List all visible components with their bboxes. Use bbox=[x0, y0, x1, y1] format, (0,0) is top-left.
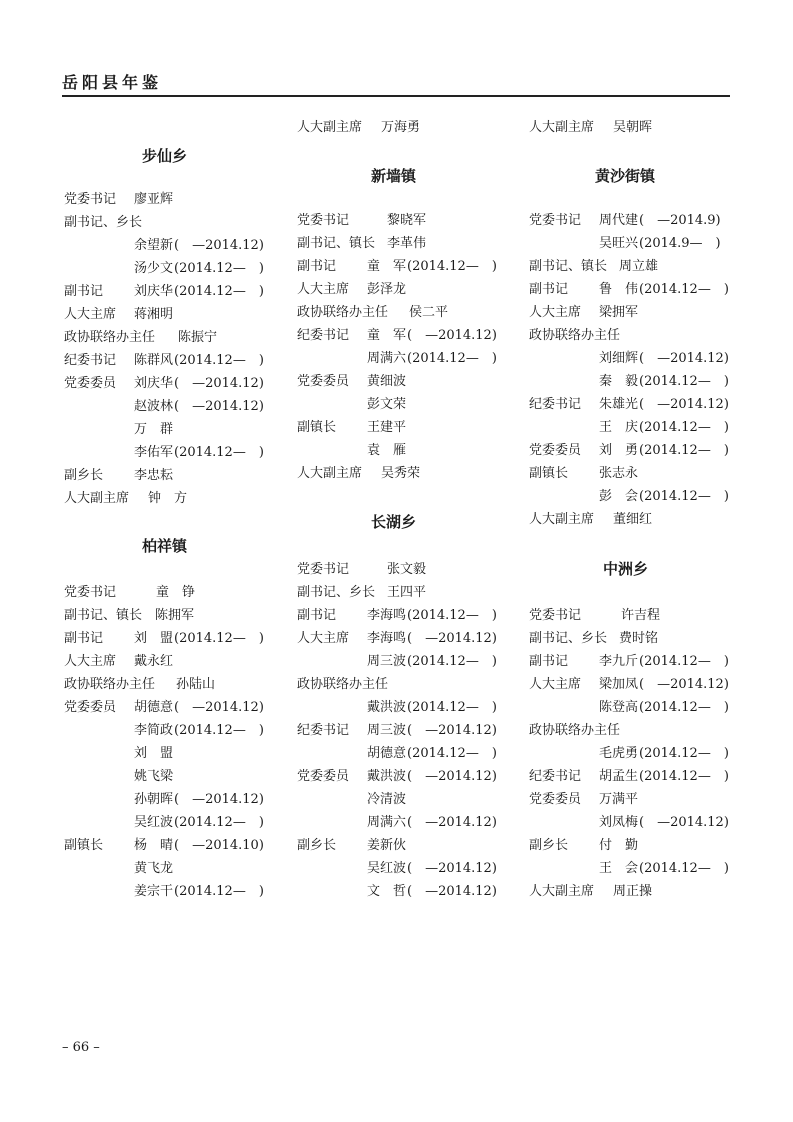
tenure-dates: (2014.12— ) bbox=[174, 723, 264, 738]
official-role: 副书记、乡长 bbox=[64, 215, 143, 230]
official-name: 梁拥军 bbox=[599, 305, 639, 320]
official-name: 李海鸣 bbox=[367, 608, 407, 623]
official-name: 姜宗干 bbox=[134, 884, 174, 899]
official-name: 袁 雁 bbox=[367, 443, 407, 458]
official-role: 人大副主席 bbox=[529, 512, 595, 527]
tenure-dates: (2014.12— ) bbox=[174, 815, 264, 830]
official-role: 副镇长 bbox=[529, 466, 569, 481]
tenure-dates: ( —2014.12) bbox=[407, 861, 497, 876]
official-role: 副书记 bbox=[64, 284, 104, 299]
tenure-dates: (2014.12— ) bbox=[407, 746, 497, 761]
page-number: – 66 – bbox=[62, 1040, 100, 1055]
official-role: 党委委员 bbox=[529, 443, 582, 458]
official-role: 副乡长 bbox=[297, 838, 337, 853]
official-name: 吴旺兴 bbox=[599, 236, 639, 251]
tenure-dates: (2014.12— ) bbox=[174, 631, 264, 646]
official-role: 人大副主席 bbox=[64, 491, 130, 506]
official-name: 李佑军 bbox=[134, 445, 174, 460]
official-role: 副书记、镇长 bbox=[64, 608, 143, 623]
tenure-dates: (2014.12— ) bbox=[407, 654, 497, 669]
township-title: 新墙镇 bbox=[371, 167, 417, 185]
tenure-dates: (2014.12— ) bbox=[174, 884, 264, 899]
official-name: 刘凤梅 bbox=[599, 815, 639, 830]
official-name: 吴朝晖 bbox=[613, 120, 653, 135]
township-title: 步仙乡 bbox=[142, 147, 188, 165]
tenure-dates: (2014.12— ) bbox=[639, 769, 729, 784]
official-name: 费时铭 bbox=[619, 631, 659, 646]
tenure-dates: ( —2014.12) bbox=[407, 723, 497, 738]
tenure-dates: ( —2014.12) bbox=[639, 397, 729, 412]
tenure-dates: (2014.9— ) bbox=[639, 236, 721, 251]
official-name: 董细红 bbox=[613, 512, 653, 527]
official-role: 党委书记 bbox=[529, 608, 582, 623]
tenure-dates: (2014.12— ) bbox=[407, 608, 497, 623]
official-name: 秦 毅 bbox=[599, 374, 639, 389]
yearbook-header-title: 岳阳县年鉴 bbox=[62, 73, 163, 92]
official-name: 童 军 bbox=[367, 259, 407, 274]
official-name: 黎晓军 bbox=[387, 213, 427, 228]
tenure-dates: ( —2014.12) bbox=[407, 631, 497, 646]
official-name: 黄飞龙 bbox=[134, 861, 174, 876]
official-name: 童 铮 bbox=[156, 585, 196, 600]
official-role: 政协联络办主任 bbox=[64, 677, 156, 692]
official-role: 纪委书记 bbox=[529, 769, 582, 784]
official-name: 陈振宁 bbox=[178, 330, 218, 345]
tenure-dates: ( —2014.12) bbox=[639, 677, 729, 692]
official-name: 黄细波 bbox=[367, 374, 407, 389]
tenure-dates: ( —2014.12) bbox=[174, 700, 264, 715]
official-name: 余望新 bbox=[134, 238, 174, 253]
tenure-dates: ( —2014.9) bbox=[639, 213, 721, 228]
official-name: 李革伟 bbox=[387, 236, 427, 251]
tenure-dates: (2014.12— ) bbox=[639, 746, 729, 761]
official-name: 陈群风 bbox=[134, 353, 174, 368]
tenure-dates: ( —2014.12) bbox=[407, 328, 497, 343]
township-title: 中洲乡 bbox=[603, 560, 649, 578]
official-name: 刘 盟 bbox=[134, 631, 174, 646]
official-name: 钟 方 bbox=[148, 491, 188, 506]
tenure-dates: ( —2014.12) bbox=[174, 399, 264, 414]
official-name: 胡德意 bbox=[367, 746, 407, 761]
official-role: 副镇长 bbox=[297, 420, 337, 435]
official-role: 党委委员 bbox=[64, 376, 117, 391]
official-name: 周立雄 bbox=[619, 259, 659, 274]
official-name: 付 勤 bbox=[599, 838, 639, 853]
official-name: 彭泽龙 bbox=[367, 282, 407, 297]
official-name: 鲁 伟 bbox=[599, 282, 639, 297]
official-name: 张志永 bbox=[599, 466, 639, 481]
official-name: 廖亚辉 bbox=[134, 192, 174, 207]
official-role: 副书记、镇长 bbox=[297, 236, 376, 251]
official-role: 副书记、乡长 bbox=[529, 631, 608, 646]
official-name: 杨 晴 bbox=[134, 838, 174, 853]
tenure-dates: ( —2014.12) bbox=[639, 351, 729, 366]
official-role: 党委书记 bbox=[64, 192, 117, 207]
official-role: 副书记 bbox=[529, 654, 569, 669]
official-name: 万海勇 bbox=[381, 120, 421, 135]
official-name: 彭 会 bbox=[599, 489, 639, 504]
official-name: 万 群 bbox=[134, 422, 174, 437]
official-name: 孙陆山 bbox=[176, 677, 216, 692]
official-role: 人大主席 bbox=[529, 305, 582, 320]
official-name: 李简政 bbox=[134, 723, 174, 738]
official-role: 人大副主席 bbox=[529, 884, 595, 899]
tenure-dates: (2014.12— ) bbox=[174, 445, 264, 460]
tenure-dates: (2014.12— ) bbox=[174, 261, 264, 276]
official-name: 吴红波 bbox=[134, 815, 174, 830]
tenure-dates: (2014.12— ) bbox=[174, 284, 264, 299]
tenure-dates: ( —2014.12) bbox=[407, 884, 497, 899]
official-name: 侯二平 bbox=[409, 305, 449, 320]
official-role: 人大副主席 bbox=[297, 466, 363, 481]
tenure-dates: (2014.12— ) bbox=[639, 374, 729, 389]
official-role: 党委委员 bbox=[64, 700, 117, 715]
official-name: 文 哲 bbox=[367, 884, 407, 899]
tenure-dates: (2014.12— ) bbox=[639, 654, 729, 669]
official-role: 党委书记 bbox=[529, 213, 582, 228]
official-name: 王建平 bbox=[367, 420, 407, 435]
official-name: 周满六 bbox=[367, 351, 407, 366]
official-role: 副乡长 bbox=[529, 838, 569, 853]
official-name: 胡孟生 bbox=[599, 769, 639, 784]
tenure-dates: ( —2014.10) bbox=[174, 838, 264, 853]
official-role: 纪委书记 bbox=[64, 353, 117, 368]
official-name: 孙朝晖 bbox=[134, 792, 174, 807]
official-role: 党委委员 bbox=[297, 769, 350, 784]
official-name: 毛虎勇 bbox=[599, 746, 639, 761]
official-name: 陈登高 bbox=[599, 700, 639, 715]
tenure-dates: (2014.12— ) bbox=[174, 353, 264, 368]
official-name: 周三波 bbox=[367, 723, 407, 738]
official-name: 吴秀荣 bbox=[381, 466, 421, 481]
header-divider bbox=[62, 95, 730, 97]
official-role: 副书记、镇长 bbox=[529, 259, 608, 274]
official-name: 戴洪波 bbox=[367, 769, 407, 784]
official-name: 王 庆 bbox=[599, 420, 639, 435]
official-role: 人大主席 bbox=[529, 677, 582, 692]
official-role: 副书记 bbox=[64, 631, 104, 646]
tenure-dates: (2014.12— ) bbox=[639, 420, 729, 435]
official-role: 副书记 bbox=[297, 608, 337, 623]
official-name: 冷清波 bbox=[367, 792, 407, 807]
official-name: 李忠耘 bbox=[134, 468, 174, 483]
official-name: 梁加凤 bbox=[599, 677, 639, 692]
township-title: 长湖乡 bbox=[371, 513, 417, 531]
official-name: 赵波林 bbox=[134, 399, 174, 414]
official-role: 党委书记 bbox=[297, 213, 350, 228]
tenure-dates: (2014.12— ) bbox=[639, 443, 729, 458]
official-role: 政协联络办主任 bbox=[529, 723, 621, 738]
tenure-dates: ( —2014.12) bbox=[407, 815, 497, 830]
official-name: 汤少文 bbox=[134, 261, 174, 276]
official-name: 刘庆华 bbox=[134, 284, 174, 299]
official-name: 姚飞梁 bbox=[134, 769, 174, 784]
official-name: 周正操 bbox=[613, 884, 653, 899]
tenure-dates: (2014.12— ) bbox=[639, 489, 729, 504]
official-name: 王四平 bbox=[387, 585, 427, 600]
official-name: 李九斤 bbox=[599, 654, 639, 669]
official-role: 人大副主席 bbox=[297, 120, 363, 135]
official-name: 蒋湘明 bbox=[134, 307, 174, 322]
official-role: 政协联络办主任 bbox=[297, 305, 389, 320]
official-name: 周满六 bbox=[367, 815, 407, 830]
official-name: 李海鸣 bbox=[367, 631, 407, 646]
township-title: 柏祥镇 bbox=[142, 537, 188, 555]
official-role: 纪委书记 bbox=[529, 397, 582, 412]
tenure-dates: (2014.12— ) bbox=[639, 700, 729, 715]
official-name: 陈拥军 bbox=[155, 608, 195, 623]
official-role: 副书记 bbox=[529, 282, 569, 297]
official-role: 政协联络办主任 bbox=[297, 677, 389, 692]
official-role: 党委委员 bbox=[297, 374, 350, 389]
official-role: 副书记、乡长 bbox=[297, 585, 376, 600]
official-role: 副镇长 bbox=[64, 838, 104, 853]
official-name: 胡德意 bbox=[134, 700, 174, 715]
official-name: 许吉程 bbox=[621, 608, 661, 623]
official-name: 吴红波 bbox=[367, 861, 407, 876]
official-name: 刘庆华 bbox=[134, 376, 174, 391]
tenure-dates: (2014.12— ) bbox=[407, 259, 497, 274]
official-role: 政协联络办主任 bbox=[64, 330, 156, 345]
official-name: 戴洪波 bbox=[367, 700, 407, 715]
official-role: 人大主席 bbox=[297, 282, 350, 297]
official-role: 副乡长 bbox=[64, 468, 104, 483]
official-role: 党委书记 bbox=[297, 562, 350, 577]
official-role: 政协联络办主任 bbox=[529, 328, 621, 343]
tenure-dates: (2014.12— ) bbox=[639, 861, 729, 876]
official-name: 童 军 bbox=[367, 328, 407, 343]
official-role: 党委书记 bbox=[64, 585, 117, 600]
official-name: 万满平 bbox=[599, 792, 639, 807]
tenure-dates: (2014.12— ) bbox=[407, 351, 497, 366]
official-role: 副书记 bbox=[297, 259, 337, 274]
official-role: 纪委书记 bbox=[297, 328, 350, 343]
official-name: 朱雄光 bbox=[599, 397, 639, 412]
official-role: 人大副主席 bbox=[529, 120, 595, 135]
tenure-dates: (2014.12— ) bbox=[639, 282, 729, 297]
official-name: 刘 盟 bbox=[134, 746, 174, 761]
official-name: 周代建 bbox=[599, 213, 639, 228]
tenure-dates: ( —2014.12) bbox=[174, 376, 264, 391]
tenure-dates: (2014.12— ) bbox=[407, 700, 497, 715]
official-role: 人大主席 bbox=[64, 654, 117, 669]
official-role: 人大主席 bbox=[64, 307, 117, 322]
official-name: 姜新伙 bbox=[367, 838, 407, 853]
official-role: 纪委书记 bbox=[297, 723, 350, 738]
official-name: 刘细辉 bbox=[599, 351, 639, 366]
tenure-dates: ( —2014.12) bbox=[174, 792, 264, 807]
tenure-dates: ( —2014.12) bbox=[174, 238, 264, 253]
official-name: 王 会 bbox=[599, 861, 639, 876]
tenure-dates: ( —2014.12) bbox=[639, 815, 729, 830]
official-name: 刘 勇 bbox=[599, 443, 639, 458]
official-name: 周三波 bbox=[367, 654, 407, 669]
official-role: 人大主席 bbox=[297, 631, 350, 646]
tenure-dates: ( —2014.12) bbox=[407, 769, 497, 784]
official-name: 张文毅 bbox=[387, 562, 427, 577]
official-name: 戴永红 bbox=[134, 654, 174, 669]
official-name: 彭文荣 bbox=[367, 397, 407, 412]
official-role: 党委委员 bbox=[529, 792, 582, 807]
township-title: 黄沙街镇 bbox=[595, 167, 656, 185]
